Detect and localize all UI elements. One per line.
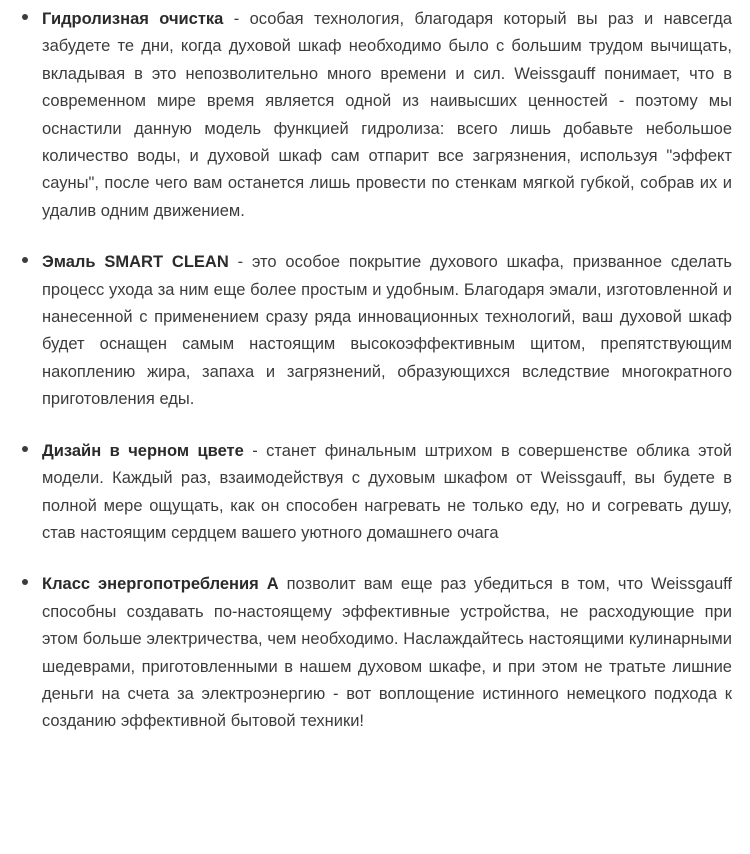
- feature-paragraph: [42, 571, 732, 735]
- feature-paragraph: [42, 249, 732, 413]
- bullet-icon: [22, 446, 28, 452]
- bullet-icon: [22, 579, 28, 585]
- feature-body: - станет финальным штрихом в совершенстве облика этой модели. Каждый раз, взаимодействуя с духовым шкафом от Weissgauff, вы будете в полной мере ощущать, как он способен нагревать не только еду, но и согревать душу, став настоящим сердцем вашего уютного домашнего очага: [42, 441, 732, 542]
- feature-body: - особая технология, благодаря который вы раз и навсегда забудете те дни, когда духовой шкаф необходимо было с большим трудом вычищать, вкладывая в это непозволительно много времени и сил. Weissgauff понимает, что в современном мире время является одной из наивысших ценностей - поэтому мы оснастили данную модель функцией гидролиза: всего лишь добавьте небольшое количество воды, и духовой шкаф сам отпарит все загрязнения, используя "эффект сауны", после чего вам останется лишь провести по стенкам мягкой губкой, собрав их и удалив одним движением.: [42, 10, 733, 220]
- feature-list: [16, 6, 732, 736]
- list-item: [16, 438, 732, 548]
- feature-term: Дизайн в черном цвете: [42, 441, 244, 460]
- feature-paragraph: [42, 438, 732, 548]
- feature-term: Эмаль SMART CLEAN: [42, 253, 229, 272]
- bullet-icon: [22, 257, 28, 263]
- feature-term: Гидролизная очистка: [42, 10, 224, 28]
- list-item: [16, 6, 732, 225]
- bullet-icon: [22, 14, 28, 20]
- feature-body: позволит вам еще раз убедиться в том, что Weissgauff способны создавать по-настоящему эффективные устройства, не расходующие при этом больше электричества, чем необходимо. Наслаждайтесь настоящими кулинарными шедеврами, приготовленными в нашем духовом шкафе, и при этом не тратьте лишние деньги на счета за электроэнергию - вот воплощение истинного немецкого подхода к созданию эффективной бытовой техники!: [42, 575, 732, 731]
- list-item: [16, 571, 732, 735]
- list-item: [16, 249, 732, 413]
- feature-term: Класс энергопотребления А: [42, 575, 279, 594]
- feature-body: - это особое покрытие духового шкафа, призванное сделать процесс ухода за ним еще более простым и удобным. Благодаря эмали, изготовленной и нанесенной с применением сразу ряда инновационных технологий, ваш духовой шкаф будет оснащен самым настоящим высокоэффективным щитом, препятствующим накоплению жира, запаха и загрязнений, образующихся вследствие многократного приготовления еды.: [42, 253, 732, 409]
- feature-paragraph: [42, 6, 732, 225]
